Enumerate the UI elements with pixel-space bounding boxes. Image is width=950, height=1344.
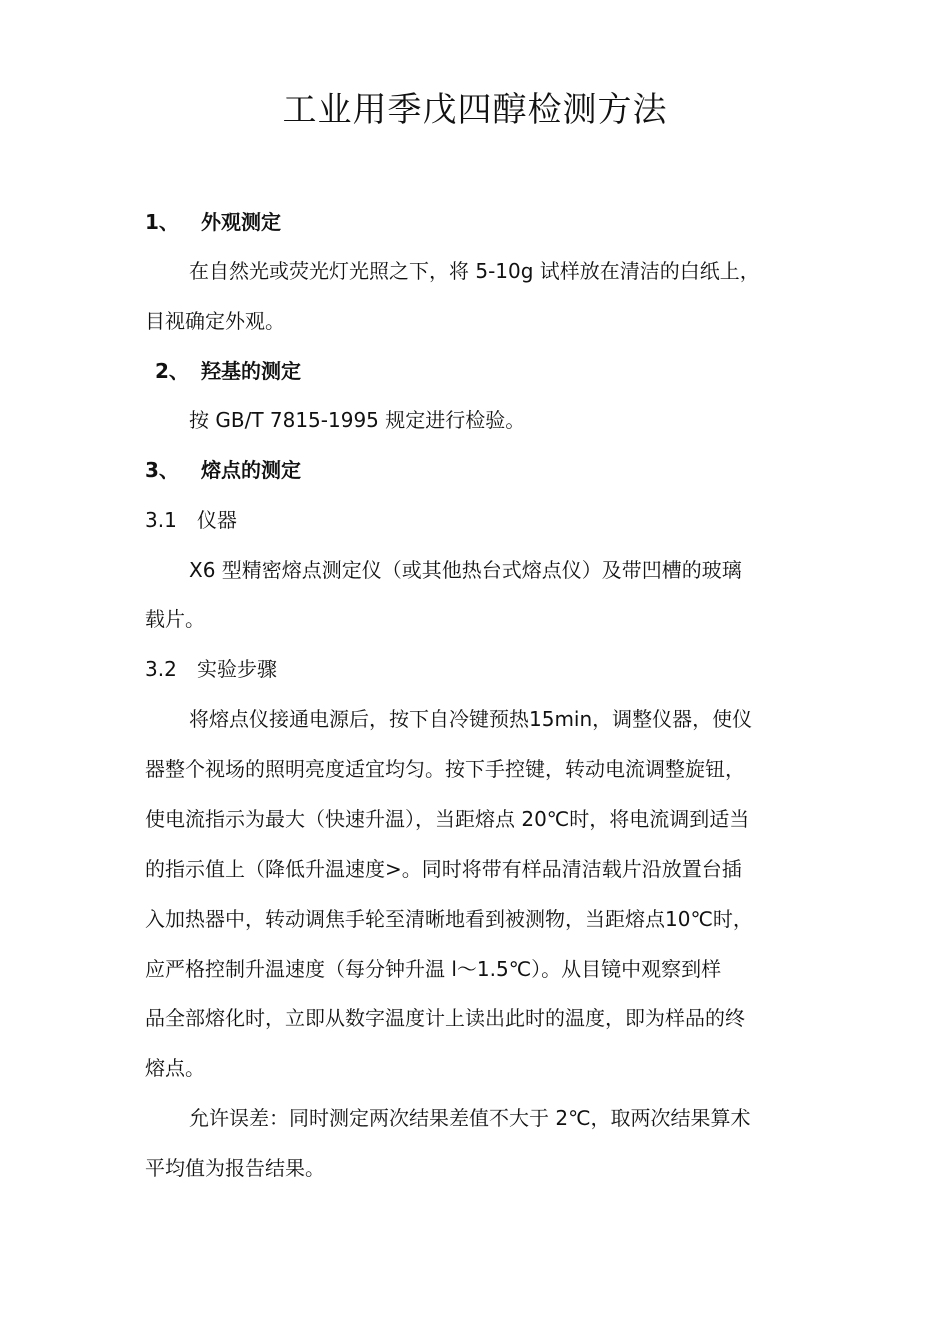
- tolerance-line: 允许误差：同时测定两次结果差值不大于 2℃，取两次结果算术: [189, 1106, 751, 1130]
- section-1-heading: 外观测定: [201, 210, 281, 234]
- procedure-line: 器整个视场的照明亮度适宜均匀。按下手控键，转动电流调整旋钮，: [145, 757, 745, 781]
- section-3-heading-row: [145, 455, 301, 485]
- subsection-3-2-heading: 实验步骤: [197, 657, 277, 681]
- subsection-3-1-body-line: X6 型精密熔点测定仪（或其他热台式熔点仪）及带凹槽的玻璃: [189, 558, 742, 582]
- subsection-3-2-number: 3.2: [145, 657, 177, 681]
- procedure-line: 的指示值上（降低升温速度>。同时将带有样品清洁载片沿放置台插: [145, 857, 742, 881]
- procedure-line: 熔点。: [145, 1056, 205, 1080]
- section-2-heading: 羟基的测定: [201, 359, 301, 383]
- section-3-number: 3、: [145, 458, 179, 482]
- procedure-line: 应严格控制升温速度（每分钟升温 l～1.5℃）。从目镜中观察到样: [145, 957, 722, 981]
- section-3-heading: 熔点的测定: [201, 458, 301, 482]
- procedure-line: 使电流指示为最大（快速升温），当距熔点 20℃时，将电流调到适当: [145, 807, 750, 831]
- section-2-number: 2、: [155, 359, 189, 383]
- tolerance-line: 平均值为报告结果。: [145, 1156, 325, 1180]
- subsection-3-1-heading: 仪器: [197, 508, 237, 532]
- section-1-body-line: 在自然光或荧光灯光照之下，将 5-10g 试样放在清洁的白纸上，: [189, 259, 760, 283]
- section-1-heading-row: [145, 207, 281, 237]
- section-1-number: 1、: [145, 210, 179, 234]
- subsection-3-2-heading-row: [145, 654, 277, 684]
- document-title: 工业用季戊四醇检测方法: [282, 90, 668, 130]
- subsection-3-1-number: 3.1: [145, 508, 177, 532]
- section-1-body-line: 目视确定外观。: [145, 309, 285, 333]
- section-2-heading-row: [155, 356, 301, 386]
- procedure-line: 将熔点仪接通电源后，按下自冷键预热15min，调整仪器，使仪: [189, 707, 753, 731]
- procedure-line: 品全部熔化时，立即从数字温度计上读出此时的温度，即为样品的终: [145, 1006, 745, 1030]
- subsection-3-1-body-line: 载片。: [145, 607, 205, 631]
- subsection-3-1-heading-row: [145, 505, 237, 535]
- section-2-body-line: 按 GB/T 7815-1995 规定进行检验。: [189, 408, 526, 432]
- procedure-line: 入加热器中，转动调焦手轮至清晰地看到被测物，当距熔点10℃时，: [145, 907, 753, 931]
